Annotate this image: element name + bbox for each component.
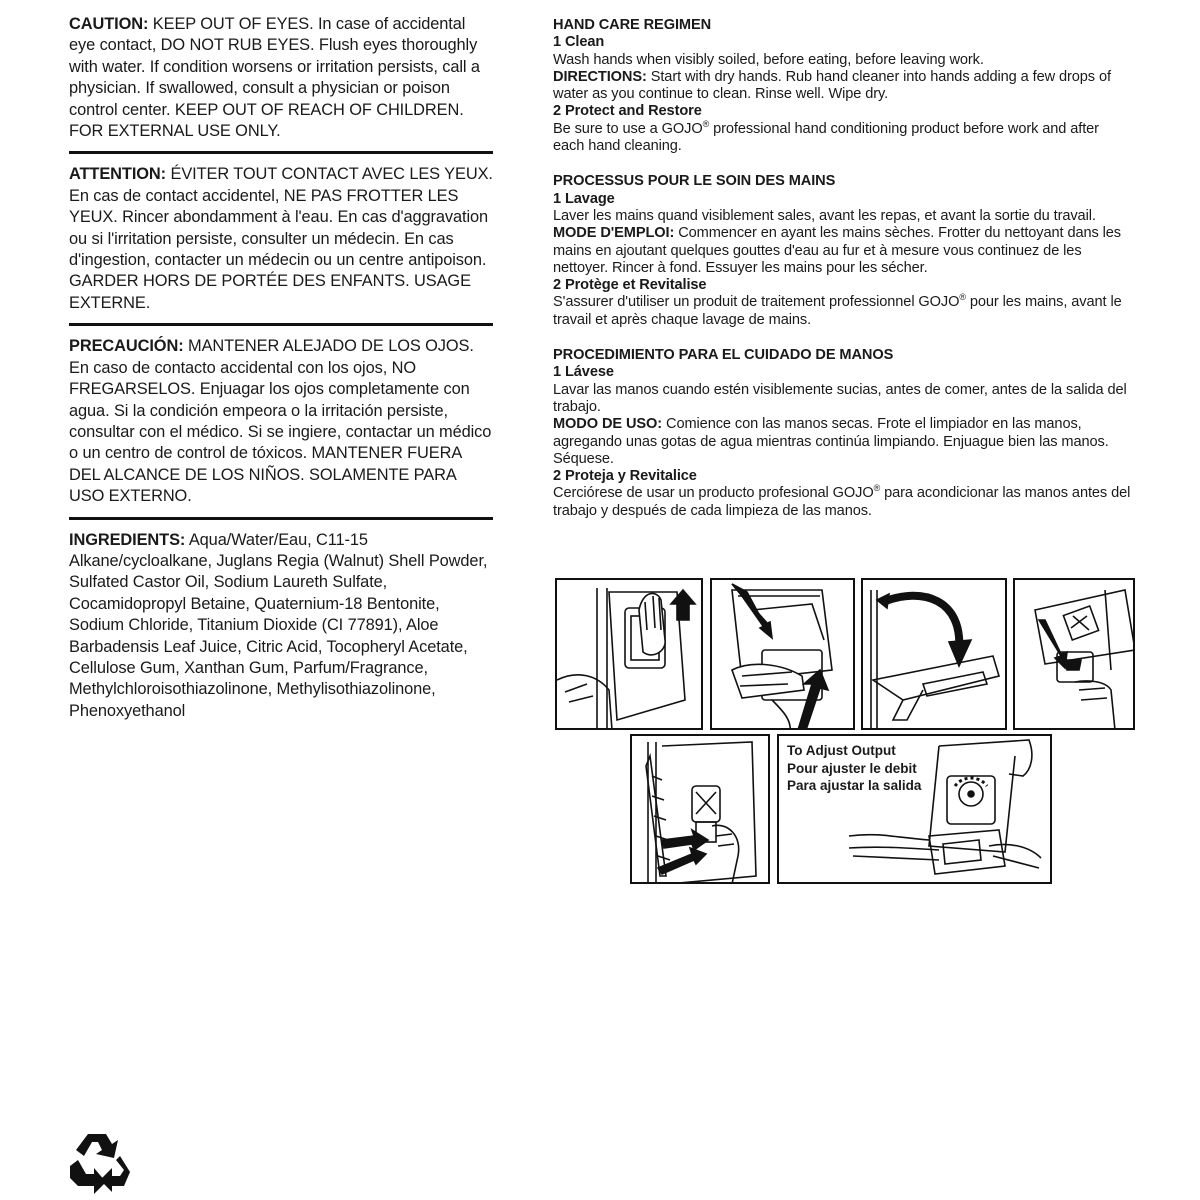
step-1-text: Lavar las manos cuando estén visiblemente sucias, antes de comer, antes de la salida del trabajo. [553, 381, 1127, 415]
step-1-title: 1 Clean [553, 34, 605, 51]
divider [69, 517, 493, 520]
regimen-heading: PROCEDIMIENTO PARA EL CUIDADO DE MANOS [553, 347, 894, 364]
directions-label: MODO DE USO: [553, 416, 663, 433]
step-2-text [553, 118, 1133, 156]
directions-text: Comience con las manos secas. Frote el limpiador en las manos, agregando unas gotas de agua mientras continúa limpiando. Enjuague bien las manos. Séquese. [553, 416, 1109, 467]
adjust-output-en: To Adjust Output [787, 743, 896, 758]
regimen-spanish [553, 347, 1133, 520]
directions-text: Commencer en ayant les mains sèches. Frotter du nettoyant dans les mains en ajoutant quelques gouttes d'eau au fur et à mesure vous continuez de les nettoyer. Rincer à fond. Essuyer les mains pour les sécher. [553, 225, 1122, 276]
attention-text: ÉVITER TOUT CONTACT AVEC LES YEUX. En cas de contact accidentel, NE PAS FROTTER LES YEUX. Rincer abondamment à l'eau. En cas d'aggravation ou si l'irritation persiste, consulter un médecin. En cas d'ingestion, contacter un médecin ou un centre antipoison. GARDER HORS DE PORTÉE DES ENFANTS. USAGE EXTERNE. [69, 165, 493, 312]
step-2-text-a: S'assurer d'utiliser un produit de traitement professionnel GOJO [553, 294, 960, 311]
illustration-adjust-output [777, 734, 1052, 884]
step-2-text-a: Cerciórese de usar un producto profesional GOJO [553, 485, 874, 502]
step-2-text-b: pour les mains, avant le travail et après chaque lavage de mains. [553, 294, 1122, 328]
regimen-heading: PROCESSUS POUR LE SOIN DES MAINS [553, 173, 836, 190]
adjust-output-es: Para ajustar la salida [787, 778, 922, 793]
directions-label: DIRECTIONS: [553, 68, 647, 85]
adjust-output-fr: Pour ajuster le debit [787, 760, 917, 776]
attention-block [69, 164, 493, 314]
registered-mark: ® [959, 292, 966, 303]
illustration-pump-nozzle [1013, 578, 1135, 730]
registered-mark: ® [702, 118, 710, 129]
directions [553, 416, 1133, 468]
precaucion-block [69, 336, 493, 507]
step-1-title: 1 Lávese [553, 364, 614, 381]
illustration-close-cover [861, 578, 1007, 730]
precaucion-text: MANTENER ALEJADO DE LOS OJOS. En caso de contacto accidental con los ojos, NO FREGARSELOS. Enjuagar los ojos completamente con agua. Si la condición empeora o la irritación persiste, consultar con el médico. Si se ingiere, contactar un médico o un centro de control de tóxicos. MANTENER FUERA DEL ALCANCE DE LOS NIÑOS. SOLAMENTE PARA USO EXTERNO. [69, 337, 492, 506]
regimen-french [553, 173, 1133, 329]
step-2-title: 2 Proteja y Revitalice [553, 468, 697, 485]
step-1-text: Laver les mains quand visiblement sales, avant les repas, et avant la sortie du travail. [553, 207, 1096, 224]
step-2-text [553, 485, 1133, 520]
recycle-icon [66, 1130, 134, 1196]
step-2-text-a: Be sure to use a GOJO [553, 120, 703, 137]
step-2-text [553, 294, 1133, 329]
step-2-title: 2 Protect and Restore [553, 103, 702, 120]
directions-text: Start with dry hands. Rub hand cleaner into hands adding a few drops of water as you continue to clean. Rinse well. Wipe dry. [553, 68, 1111, 103]
regimen-column [553, 17, 1133, 538]
caution-label: CAUTION: [69, 15, 149, 33]
step-1-text: Wash hands when visibly soiled, before eating, before leaving work. [553, 51, 984, 68]
caution-block [69, 14, 493, 142]
regimen-english [553, 17, 1133, 155]
divider [69, 323, 493, 326]
registered-mark: ® [873, 483, 881, 494]
illustration-install-cartridge [630, 734, 770, 884]
ingredients-text: Aqua/Water/Eau, C11-15 Alkane/cycloalkane, Juglans Regia (Walnut) Shell Powder, Sulfated Castor Oil, Sodium Laureth Sulfate, Cocamidopropyl Betaine, Quaternium-18 Bentonite, Sodium Chloride, Titanium Dioxide (CI 77891), Aloe Barbadensis Leaf Juice, Citric Acid, Tocopheryl Acetate, Cellulose Gum, Xanthan Gum, Parfum/Fragrance, Methylchloroisothiazolinone, Methylisothiazolinone, Phenoxyethanol [69, 530, 488, 720]
directions [553, 69, 1133, 104]
illustration-insert-refill [710, 578, 855, 730]
ingredients-label: INGREDIENTS: [69, 530, 186, 549]
step-1-title: 1 Lavage [553, 190, 615, 207]
caution-text: KEEP OUT OF EYES. In case of accidental eye contact, DO NOT RUB EYES. Flush eyes thoroughly with water. If condition worsens or irritation persists, call a physician. If swallowed, consult a physician or poison control center. KEEP OUT OF REACH OF CHILDREN. FOR EXTERNAL USE ONLY. [69, 15, 480, 141]
step-2-text-b: professional hand conditioning product before work and after each hand cleaning. [553, 120, 1099, 155]
ingredients-block [69, 530, 493, 723]
divider [69, 151, 493, 154]
directions-label: MODE D'EMPLOI: [553, 225, 675, 242]
regimen-heading: HAND CARE REGIMEN [553, 17, 712, 33]
step-2-text-b: para acondicionar las manos antes del trabajo y después de cada limpieza de las manos. [553, 485, 1131, 519]
attention-label: ATTENTION: [69, 165, 167, 184]
step-2-title: 2 Protège et Revitalise [553, 277, 707, 294]
warnings-column [69, 14, 493, 722]
directions [553, 225, 1133, 277]
illustration-open-dispenser [555, 578, 703, 730]
precaucion-label: PRECAUCIÓN: [69, 337, 184, 356]
